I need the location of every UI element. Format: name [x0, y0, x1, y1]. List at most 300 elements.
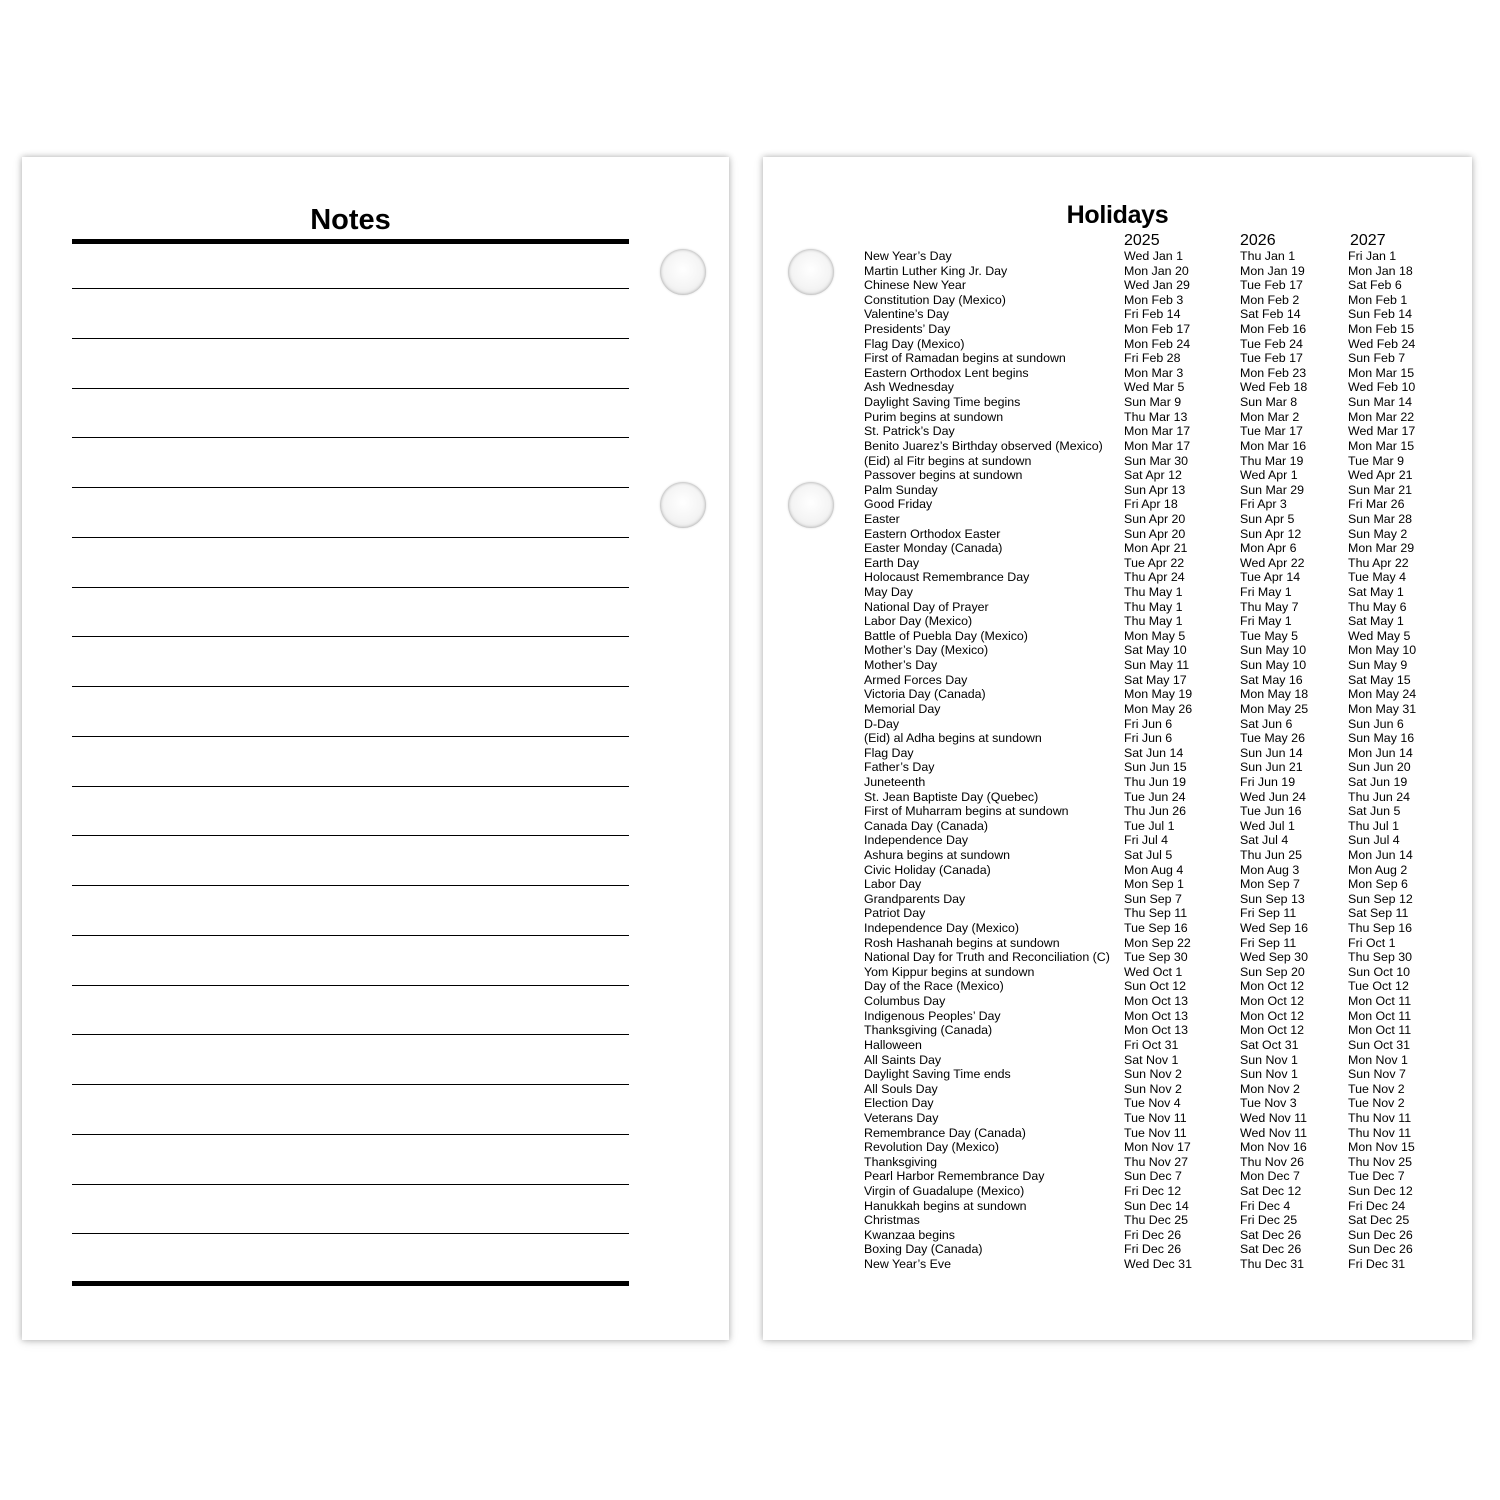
note-line	[72, 1034, 629, 1035]
date-2026: Sat Dec 12	[1240, 1184, 1302, 1198]
holiday-name: Eastern Orthodox Lent begins	[864, 365, 1029, 380]
date-2027: Thu Apr 22	[1348, 555, 1409, 570]
date-2027: Tue Oct 12	[1348, 979, 1409, 994]
date-2026: Tue Feb 17	[1240, 351, 1303, 366]
note-line	[72, 636, 629, 637]
date-2026: Mon Mar 16	[1240, 438, 1307, 453]
binder-hole-bottom	[660, 482, 706, 528]
date-2027: Thu May 6	[1348, 599, 1407, 614]
holiday-name: Columbus Day	[864, 994, 946, 1009]
date-2027: Sat May 1	[1348, 614, 1404, 629]
holiday-name: Kwanzaa begins	[864, 1227, 955, 1242]
holiday-name: Civic Holiday (Canada)	[864, 862, 991, 877]
holiday-name: Day of the Race (Mexico)	[864, 979, 1004, 994]
date-2025: Tue Nov 11	[1124, 1125, 1187, 1140]
date-2027: Wed May 5	[1348, 628, 1411, 643]
date-2026: Tue Nov 3	[1240, 1096, 1297, 1111]
date-2026: Wed Jun 24	[1240, 789, 1306, 804]
date-2026: Fri Sep 11	[1240, 906, 1297, 921]
date-2025: Wed Oct 1	[1124, 964, 1183, 979]
note-line	[72, 786, 629, 787]
holiday-name: Independence Day	[864, 833, 969, 848]
holiday-name: First of Ramadan begins at sundown	[864, 351, 1066, 366]
date-2025: Thu May 1	[1124, 614, 1183, 629]
date-2025: Mon May 26	[1124, 701, 1193, 716]
date-2025: Fri Feb 14	[1124, 307, 1181, 322]
date-2025: Fri Apr 18	[1124, 497, 1178, 512]
note-line	[72, 935, 629, 936]
date-2027: Sun Dec 12	[1348, 1184, 1413, 1198]
date-2025: Sat May 17	[1124, 672, 1187, 687]
date-2025: Sun Nov 2	[1124, 1067, 1182, 1082]
date-2027: Sat May 1	[1348, 585, 1404, 600]
holiday-name: Virgin of Guadalupe (Mexico)	[864, 1184, 1025, 1198]
date-2026: Mon Aug 3	[1240, 862, 1300, 877]
date-2026: Tue May 5	[1240, 628, 1299, 643]
date-2026: Thu Jun 25	[1240, 847, 1302, 862]
date-2027: Mon Jun 14	[1348, 847, 1413, 862]
date-2027: Mon Oct 11	[1348, 1023, 1412, 1038]
holiday-name: Passover begins at sundown	[864, 468, 1023, 483]
date-2027: Thu Jun 24	[1348, 789, 1410, 804]
date-2026: Mon Nov 16	[1240, 1140, 1307, 1155]
note-line	[72, 288, 629, 289]
date-2025: Tue Sep 16	[1124, 921, 1188, 936]
date-2025: Wed Dec 31	[1124, 1257, 1192, 1272]
note-line	[72, 537, 629, 538]
date-2027: Tue Nov 2	[1348, 1081, 1405, 1096]
holiday-name: Good Friday	[864, 497, 933, 512]
date-2025: Sun Apr 20	[1124, 526, 1186, 541]
holiday-name: New Year’s Day	[864, 249, 952, 263]
note-line	[72, 587, 629, 588]
date-2025: Sun Sep 7	[1124, 891, 1182, 906]
date-2027: Sat May 15	[1348, 672, 1411, 687]
date-2026: Mon Feb 23	[1240, 365, 1307, 380]
note-line	[72, 388, 629, 389]
holiday-name: Earth Day	[864, 555, 920, 570]
date-2026: Sun Sep 13	[1240, 891, 1305, 906]
holiday-name: Halloween	[864, 1037, 922, 1052]
date-2025: Fri Jun 6	[1124, 731, 1173, 746]
date-2027: Fri Oct 1	[1348, 935, 1396, 950]
date-2025: Tue Sep 30	[1124, 950, 1188, 965]
date-2027: Mon Jan 18	[1348, 263, 1413, 278]
date-2027: Mon Feb 15	[1348, 322, 1415, 337]
note-line	[72, 686, 629, 687]
date-2027: Sun Oct 10	[1348, 964, 1410, 979]
holiday-name: (Eid) al Fitr begins at sundown	[864, 453, 1032, 468]
date-2026: Tue Jun 16	[1240, 804, 1302, 819]
note-line	[72, 437, 629, 438]
holiday-name: Labor Day (Mexico)	[864, 614, 973, 629]
date-2026: Fri Jun 19	[1240, 774, 1296, 789]
holiday-name: National Day of Prayer	[864, 599, 989, 614]
holiday-name: May Day	[864, 585, 913, 600]
date-2027: Fri Jan 1	[1348, 249, 1397, 263]
date-2025: Mon Feb 3	[1124, 292, 1184, 307]
date-2025: Fri Jun 6	[1124, 716, 1173, 731]
date-2025: Thu Nov 27	[1124, 1154, 1189, 1169]
date-2027: Sun Mar 28	[1348, 511, 1413, 526]
holiday-name: Revolution Day (Mexico)	[864, 1140, 999, 1155]
date-2025: Mon Nov 17	[1124, 1140, 1191, 1155]
date-2026: Fri May 1	[1240, 614, 1292, 629]
date-2025: Sat Nov 1	[1124, 1052, 1179, 1067]
date-2025: Mon Mar 17	[1124, 424, 1191, 439]
date-2025: Sat Apr 12	[1124, 468, 1182, 483]
holiday-name: Remembrance Day (Canada)	[864, 1125, 1026, 1140]
date-2027: Thu Nov 11	[1348, 1110, 1412, 1125]
date-2025: Fri Dec 12	[1124, 1184, 1182, 1198]
date-2026: Wed Apr 22	[1240, 555, 1305, 570]
date-2027: Wed Feb 10	[1348, 380, 1416, 395]
date-2027: Fri Dec 31	[1348, 1257, 1406, 1272]
holiday-name: Eastern Orthodox Easter	[864, 526, 1001, 541]
date-2026: Sun Apr 12	[1240, 526, 1302, 541]
date-2027: Fri Mar 26	[1348, 497, 1405, 512]
date-2026: Mon May 25	[1240, 701, 1309, 716]
date-2027: Wed Mar 17	[1348, 424, 1416, 439]
holiday-name: D-Day	[864, 716, 900, 731]
holiday-name: National Day for Truth and Reconciliation (C)	[864, 950, 1110, 965]
note-line	[72, 1184, 629, 1185]
date-2027: Tue Nov 2	[1348, 1096, 1405, 1111]
holiday-name: Thanksgiving	[864, 1154, 938, 1169]
binder-hole-top	[788, 249, 834, 295]
date-2025: Sun May 11	[1124, 658, 1190, 673]
holiday-name: Patriot Day	[864, 906, 926, 921]
date-2026: Fri Sep 11	[1240, 935, 1297, 950]
date-2026: Wed Sep 30	[1240, 950, 1308, 965]
date-2025: Mon Apr 21	[1124, 541, 1188, 556]
date-2027: Sun May 16	[1348, 731, 1415, 746]
date-2025: Thu May 1	[1124, 599, 1183, 614]
date-2027: Thu Nov 25	[1348, 1154, 1413, 1169]
date-2027: Sun May 2	[1348, 526, 1408, 541]
date-2025: Tue Apr 22	[1124, 555, 1185, 570]
date-2027: Mon May 31	[1348, 701, 1417, 716]
date-2027: Mon May 24	[1348, 687, 1417, 702]
date-2027: Sun May 9	[1348, 658, 1408, 673]
date-2026: Tue Feb 24	[1240, 336, 1303, 351]
date-2027: Sat Sep 11	[1348, 906, 1409, 921]
binder-hole-top	[660, 249, 706, 295]
date-2026: Sun Jun 14	[1240, 745, 1303, 760]
date-2025: Sun Nov 2	[1124, 1081, 1182, 1096]
holiday-name: Hanukkah begins at sundown	[864, 1198, 1027, 1213]
date-2026: Sat Jun 6	[1240, 716, 1293, 731]
holiday-name: Indigenous Peoples’ Day	[864, 1008, 1001, 1023]
date-2025: Tue Nov 11	[1124, 1110, 1187, 1125]
holiday-name: Election Day	[864, 1096, 934, 1111]
note-line	[72, 1233, 629, 1234]
year-header-2025: 2025	[1124, 232, 1160, 249]
date-2025: Mon Sep 1	[1124, 877, 1184, 892]
date-2026: Sun Jun 21	[1240, 760, 1303, 775]
holiday-name: Veterans Day	[864, 1110, 939, 1125]
holiday-name: St. Patrick’s Day	[864, 424, 955, 439]
date-2025: Thu Jun 19	[1124, 774, 1186, 789]
date-2025: Sun Dec 14	[1124, 1198, 1189, 1213]
date-2026: Sat Dec 26	[1240, 1242, 1302, 1257]
date-2026: Wed Feb 18	[1240, 380, 1308, 395]
date-2027: Sat Dec 25	[1348, 1213, 1410, 1228]
holiday-name: Martin Luther King Jr. Day	[864, 263, 1008, 278]
date-2027: Sun Dec 26	[1348, 1242, 1413, 1257]
holiday-name: Christmas	[864, 1213, 920, 1228]
holiday-name: Battle of Puebla Day (Mexico)	[864, 628, 1028, 643]
holiday-name: Pearl Harbor Remembrance Day	[864, 1169, 1045, 1184]
date-2025: Sat Jun 14	[1124, 745, 1184, 760]
date-2027: Sun Oct 31	[1348, 1037, 1410, 1052]
date-2025: Mon Sep 22	[1124, 935, 1191, 950]
holiday-name: Victoria Day (Canada)	[864, 687, 986, 702]
holiday-name: Grandparents Day	[864, 891, 966, 906]
date-2026: Mon Nov 2	[1240, 1081, 1300, 1096]
date-2027: Sun Jun 6	[1348, 716, 1404, 731]
date-2025: Fri Feb 28	[1124, 351, 1181, 366]
holiday-name: Easter	[864, 511, 900, 526]
holiday-name: Constitution Day (Mexico)	[864, 292, 1006, 307]
date-2026: Mon May 18	[1240, 687, 1309, 702]
date-2025: Mon Feb 24	[1124, 336, 1191, 351]
date-2026: Tue Mar 17	[1240, 424, 1303, 439]
date-2025: Mon Aug 4	[1124, 862, 1184, 877]
date-2026: Mon Dec 7	[1240, 1169, 1300, 1184]
date-2027: Sun Mar 21	[1348, 482, 1413, 497]
holiday-name: All Saints Day	[864, 1052, 942, 1067]
date-2027: Wed Apr 21	[1348, 468, 1413, 483]
date-2026: Mon Feb 16	[1240, 322, 1307, 337]
date-2026: Mon Oct 12	[1240, 979, 1305, 994]
year-header-2027: 2027	[1350, 232, 1386, 249]
holiday-name: Easter Monday (Canada)	[864, 541, 1003, 556]
holiday-name: Juneteenth	[864, 774, 926, 789]
date-2026: Wed Nov 11	[1240, 1110, 1308, 1125]
date-2026: Tue Feb 17	[1240, 278, 1303, 293]
note-line	[72, 487, 629, 488]
date-2027: Mon Nov 15	[1348, 1140, 1415, 1155]
date-2025: Tue Nov 4	[1124, 1096, 1181, 1111]
year-header-2026: 2026	[1240, 232, 1276, 249]
holiday-name: Ashura begins at sundown	[864, 847, 1011, 862]
date-2026: Mon Apr 6	[1240, 541, 1297, 556]
date-2025: Fri Dec 26	[1124, 1242, 1182, 1257]
date-2026: Thu Jan 1	[1240, 249, 1296, 263]
date-2025: Wed Jan 1	[1124, 249, 1184, 263]
date-2025: Mon Oct 13	[1124, 1008, 1189, 1023]
note-line	[72, 1134, 629, 1135]
notes-title: Notes	[310, 204, 391, 236]
date-2026: Sat Dec 26	[1240, 1227, 1302, 1242]
holiday-name: Daylight Saving Time ends	[864, 1067, 1011, 1082]
holiday-name: Valentine’s Day	[864, 307, 949, 322]
date-2026: Sun Sep 20	[1240, 964, 1305, 979]
holiday-name: St. Jean Baptiste Day (Quebec)	[864, 789, 1039, 804]
date-2026: Wed Apr 1	[1240, 468, 1298, 483]
date-2027: Sat Feb 6	[1348, 278, 1402, 293]
date-2026: Sun Mar 29	[1240, 482, 1305, 497]
holiday-name: Flag Day	[864, 745, 914, 760]
date-2025: Thu May 1	[1124, 585, 1183, 600]
date-2027: Mon Mar 29	[1348, 541, 1415, 556]
date-2027: Thu Nov 11	[1348, 1125, 1412, 1140]
holiday-name: First of Muharram begins at sundown	[864, 804, 1069, 819]
date-2026: Sat Jul 4	[1240, 833, 1289, 848]
date-2027: Sun Sep 12	[1348, 891, 1413, 906]
date-2026: Fri May 1	[1240, 585, 1292, 600]
date-2025: Tue Jul 1	[1124, 818, 1175, 833]
date-2026: Wed Jul 1	[1240, 818, 1295, 833]
holiday-name: Father’s Day	[864, 760, 935, 775]
date-2027: Mon Oct 11	[1348, 994, 1412, 1009]
date-2027: Sun Jul 4	[1348, 833, 1400, 848]
date-2026: Mon Oct 12	[1240, 1023, 1305, 1038]
date-2025: Thu Apr 24	[1124, 570, 1185, 585]
holiday-name: Benito Juarez’s Birthday observed (Mexico)	[864, 438, 1103, 453]
holiday-name: Independence Day (Mexico)	[864, 921, 1019, 936]
date-2026: Tue Apr 14	[1240, 570, 1301, 585]
holiday-name: Yom Kippur begins at sundown	[864, 964, 1035, 979]
date-2027: Mon Mar 22	[1348, 409, 1415, 424]
date-2026: Thu Mar 19	[1240, 453, 1304, 468]
holiday-name: Mother’s Day (Mexico)	[864, 643, 989, 658]
holiday-name: Chinese New Year	[864, 278, 966, 293]
date-2025: Mon May 19	[1124, 687, 1193, 702]
holiday-name: Palm Sunday	[864, 482, 938, 497]
holiday-name: (Eid) al Adha begins at sundown	[864, 731, 1042, 746]
holiday-name: Labor Day	[864, 877, 922, 892]
date-2026: Sun Mar 8	[1240, 395, 1298, 410]
date-2027: Tue Dec 7	[1348, 1169, 1405, 1184]
date-2027: Mon May 10	[1348, 643, 1417, 658]
date-2026: Mon Jan 19	[1240, 263, 1305, 278]
date-2025: Sun Mar 9	[1124, 395, 1182, 410]
note-line	[72, 1084, 629, 1085]
date-2025: Wed Jan 29	[1124, 278, 1190, 293]
date-2027: Wed Feb 24	[1348, 336, 1416, 351]
date-2026: Sat Feb 14	[1240, 307, 1301, 322]
date-2025: Mon Oct 13	[1124, 994, 1189, 1009]
date-2025: Mon Mar 3	[1124, 365, 1184, 380]
date-2026: Tue May 26	[1240, 731, 1305, 746]
binder-hole-bottom	[788, 482, 834, 528]
holidays-title: Holidays	[1066, 201, 1169, 229]
date-2025: Wed Mar 5	[1124, 380, 1185, 395]
date-2025: Mon May 5	[1124, 628, 1186, 643]
date-2026: Mon Mar 2	[1240, 409, 1300, 424]
notes-bottom-rule	[72, 1281, 629, 1286]
date-2025: Fri Dec 26	[1124, 1227, 1182, 1242]
date-2025: Thu Mar 13	[1124, 409, 1188, 424]
date-2025: Sun Dec 7	[1124, 1169, 1182, 1184]
holiday-name: Purim begins at sundown	[864, 409, 1004, 424]
holiday-name: Memorial Day	[864, 701, 941, 716]
date-2026: Fri Dec 25	[1240, 1213, 1298, 1228]
date-2025: Thu Dec 25	[1124, 1213, 1189, 1228]
date-2025: Mon Mar 17	[1124, 438, 1191, 453]
date-2026: Mon Oct 12	[1240, 1008, 1305, 1023]
date-2025: Fri Jul 4	[1124, 833, 1169, 848]
date-2026: Mon Oct 12	[1240, 994, 1305, 1009]
date-2027: Mon Mar 15	[1348, 438, 1415, 453]
date-2027: Thu Jul 1	[1348, 818, 1399, 833]
date-2027: Mon Jun 14	[1348, 745, 1413, 760]
date-2026: Fri Dec 4	[1240, 1198, 1291, 1213]
note-line	[72, 835, 629, 836]
date-2027: Mon Aug 2	[1348, 862, 1408, 877]
date-2026: Fri Apr 3	[1240, 497, 1287, 512]
holiday-name: Flag Day (Mexico)	[864, 336, 965, 351]
date-2025: Mon Feb 17	[1124, 322, 1191, 337]
date-2027: Tue May 4	[1348, 570, 1407, 585]
notes-top-rule	[72, 239, 629, 244]
date-2026: Wed Nov 11	[1240, 1125, 1308, 1140]
date-2025: Sun Apr 13	[1124, 482, 1186, 497]
holiday-name: Mother’s Day	[864, 658, 938, 673]
note-line	[72, 736, 629, 737]
date-2025: Thu Jun 26	[1124, 804, 1186, 819]
date-2026: Thu Nov 26	[1240, 1154, 1305, 1169]
note-line	[72, 885, 629, 886]
holiday-name: Thanksgiving (Canada)	[864, 1023, 993, 1038]
holidays-page	[763, 157, 1472, 1340]
date-2027: Sat Jun 5	[1348, 804, 1401, 819]
holiday-name: Holocaust Remembrance Day	[864, 570, 1030, 585]
date-2026: Wed Sep 16	[1240, 921, 1308, 936]
date-2027: Mon Feb 1	[1348, 292, 1408, 307]
date-2026: Mon Feb 2	[1240, 292, 1300, 307]
date-2027: Tue Mar 9	[1348, 453, 1405, 468]
holiday-name: New Year’s Eve	[864, 1257, 952, 1272]
date-2025: Sat May 10	[1124, 643, 1187, 658]
date-2027: Sun Feb 14	[1348, 307, 1413, 322]
date-2027: Mon Nov 1	[1348, 1052, 1408, 1067]
holiday-name: Ash Wednesday	[864, 380, 955, 395]
holiday-name: Rosh Hashanah begins at sundown	[864, 935, 1060, 950]
date-2026: Sun May 10	[1240, 658, 1307, 673]
date-2025: Sun Oct 12	[1124, 979, 1186, 994]
notes-page	[22, 157, 729, 1340]
date-2026: Sun May 10	[1240, 643, 1307, 658]
note-line	[72, 985, 629, 986]
date-2027: Mon Sep 6	[1348, 877, 1408, 892]
date-2026: Sun Apr 5	[1240, 511, 1295, 526]
holiday-name: Armed Forces Day	[864, 672, 968, 687]
date-2025: Tue Jun 24	[1124, 789, 1186, 804]
holiday-name: Boxing Day (Canada)	[864, 1242, 983, 1257]
date-2027: Sat Jun 19	[1348, 774, 1408, 789]
date-2025: Sun Jun 15	[1124, 760, 1187, 775]
date-2027: Sun Nov 7	[1348, 1067, 1406, 1082]
date-2026: Mon Sep 7	[1240, 877, 1300, 892]
date-2025: Mon Oct 13	[1124, 1023, 1189, 1038]
date-2027: Mon Oct 11	[1348, 1008, 1412, 1023]
date-2027: Sun Feb 7	[1348, 351, 1406, 366]
date-2027: Mon Mar 15	[1348, 365, 1415, 380]
date-2027: Sun Dec 26	[1348, 1227, 1413, 1242]
holiday-name: Daylight Saving Time begins	[864, 395, 1021, 410]
date-2027: Thu Sep 16	[1348, 921, 1413, 936]
holiday-name: Presidents’ Day	[864, 322, 951, 337]
date-2026: Sat Oct 31	[1240, 1037, 1299, 1052]
date-2025: Sat Jul 5	[1124, 847, 1173, 862]
date-2025: Sun Mar 30	[1124, 453, 1189, 468]
note-line	[72, 338, 629, 339]
date-2027: Sun Jun 20	[1348, 760, 1411, 775]
date-2025: Sun Apr 20	[1124, 511, 1186, 526]
